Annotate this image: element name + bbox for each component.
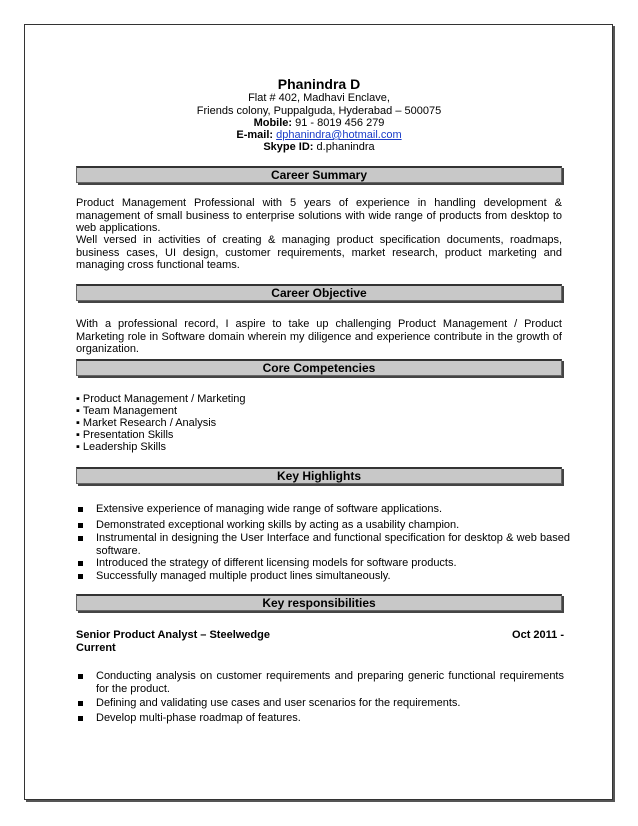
list-item: Defining and validating use cases and user scenarios for the requirements. (76, 697, 564, 710)
address-line-2: Friends colony, Puppalguda, Hyderabad – 500075 (196, 105, 442, 117)
list-item: Conducting analysis on customer requirements and preparing generic functional requirements for the product. (76, 670, 564, 695)
list-item: ▪ Leadership Skills (76, 441, 246, 453)
responsibilities-list (76, 670, 564, 724)
career-objective-paragraph: With a professional record, I aspire to take up challenging Product Management / Product Marketing role in Software domain wherein my diligence and experience contribute in the growth of organization. (76, 318, 562, 355)
section-heading-career-summary: Career Summary (76, 166, 562, 183)
career-summary-paragraph-2: Well versed in activities of creating & managing product specification documents, roadmaps, business cases, UI design, customer requirements, market research, product marketing and managing cross functional teams. (76, 234, 562, 271)
section-heading-key-highlights: Key Highlights (76, 467, 562, 484)
address-line-1: Flat # 402, Madhavi Enclave, (248, 92, 390, 104)
mobile-label: Mobile: (253, 117, 293, 129)
email-label: E-mail: (236, 129, 274, 141)
mobile-value: 91 - 8019 456 279 (295, 117, 385, 129)
list-item: Extensive experience of managing wide range of software applications. (76, 503, 570, 516)
list-item: Introduced the strategy of different licensing models for software products. (76, 557, 570, 570)
job-date: Oct 2011 - (512, 629, 564, 641)
section-heading-core-competencies: Core Competencies (76, 359, 562, 376)
section-heading-key-responsibilities: Key responsibilities (76, 594, 562, 611)
job-title: Senior Product Analyst – Steelwedge (76, 629, 270, 641)
candidate-name: Phanindra D (277, 76, 361, 92)
career-summary-paragraph-1: Product Management Professional with 5 years of experience in handling development & management of small business to enterprise solutions with wide range of products from desktop to web applications. (76, 197, 562, 234)
list-item: ▪ Product Management / Marketing (76, 393, 246, 405)
competencies-list (76, 393, 246, 453)
list-item: ▪ Team Management (76, 405, 246, 417)
job-current: Current (76, 641, 116, 654)
list-item: Demonstrated exceptional working skills by acting as a usability champion. (76, 519, 570, 532)
skype-line (0, 141, 638, 154)
list-item: ▪ Presentation Skills (76, 429, 246, 441)
list-item: Instrumental in designing the User Interface and functional specification for desktop & web based software. (76, 532, 570, 557)
highlights-list (76, 503, 570, 582)
section-heading-career-objective: Career Objective (76, 284, 562, 301)
list-item: Successfully managed multiple product lines simultaneously. (76, 570, 570, 583)
list-item: ▪ Market Research / Analysis (76, 417, 246, 429)
skype-label: Skype ID: (263, 141, 314, 153)
job-entry (76, 629, 564, 654)
skype-value: d.phanindra (316, 141, 375, 153)
email-link[interactable]: dphanindra@hotmail.com (276, 129, 402, 141)
list-item: Develop multi-phase roadmap of features. (76, 712, 564, 725)
